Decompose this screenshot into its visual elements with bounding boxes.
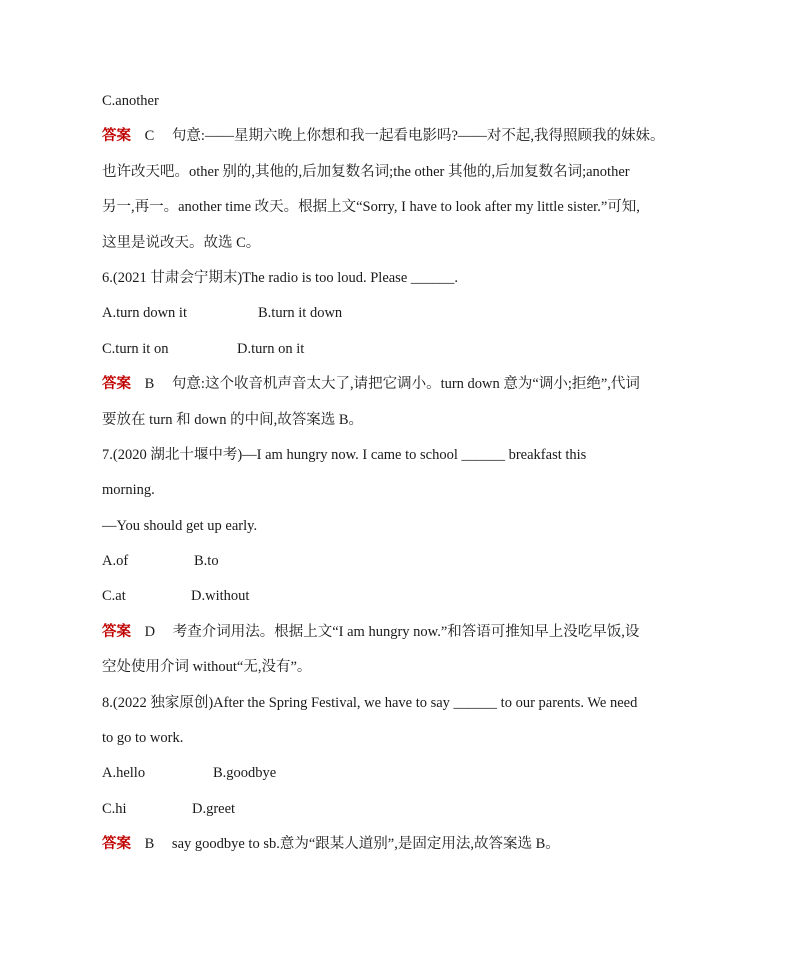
answer-explanation-line: 另一,再一。another time 改天。根据上文“Sorry, I have to look after my little sister.”可知, [102, 199, 640, 216]
answer-letter: B [144, 836, 155, 853]
answer-label: 答案 [102, 376, 131, 393]
answer-letter: D [144, 623, 156, 640]
option-d: D.turn on it [237, 340, 305, 357]
answer-explanation-line: 也许改天吧。other 别的,其他的,后加复数名词;the other 其他的,后加复数名词;another [102, 163, 630, 180]
option-c-q5: C.another [102, 93, 159, 109]
options-q6-row2 [102, 332, 702, 367]
answer-explanation-line: 要放在 turn 和 down 的中间,故答案选 B。 [102, 411, 363, 428]
option-a: A.turn down it [102, 305, 187, 322]
options-q6-row1 [102, 296, 702, 331]
option-b: B.goodbye [213, 765, 277, 782]
answer-explanation: 考查介词用法。根据上文“I am hungry now.”和答语可推知早上没吃早饭,设 [172, 623, 640, 640]
answer-letter: C [144, 128, 155, 145]
document-page [102, 84, 702, 863]
option-c: C.turn it on [102, 340, 169, 357]
question-7: 7.(2020 湖北十堰中考)—I am hungry now. I came to school ______ breakfast this [102, 446, 587, 463]
answer-explanation-line: 这里是说改天。故选 C。 [102, 234, 261, 251]
options-q7-row1 [102, 544, 702, 579]
answer-q7 [102, 615, 702, 650]
option-a: A.of [102, 553, 129, 570]
answer-q6 [102, 367, 702, 402]
option-c: C.hi [102, 800, 127, 817]
question-6: 6.(2021 甘肃会宁期末)The radio is too loud. Please ______. [102, 269, 459, 286]
answer-explanation-line: 空处使用介词 without“无,没有”。 [102, 659, 312, 676]
option-b: B.turn it down [258, 305, 343, 322]
answer-label: 答案 [102, 836, 131, 853]
answer-letter: B [144, 376, 155, 393]
answer-q5 [102, 119, 702, 154]
options-q7-row2 [102, 579, 702, 614]
option-a: A.hello [102, 765, 146, 782]
option-d: D.without [191, 588, 250, 605]
answer-label: 答案 [102, 623, 131, 640]
option-d: D.greet [192, 800, 236, 817]
question-8: 8.(2022 独家原创)After the Spring Festival, we have to say ______ to our parents. We need [102, 694, 638, 711]
answer-explanation: 句意:这个收音机声音太大了,请把它调小。turn down 意为“调小;拒绝”,代词 [171, 376, 640, 393]
question-8-cont: to go to work. [102, 730, 184, 747]
options-q8-row1 [102, 756, 702, 791]
option-b: B.to [194, 553, 219, 570]
options-q8-row2 [102, 792, 702, 827]
answer-label: 答案 [102, 128, 131, 145]
answer-explanation: say goodbye to sb.意为“跟某人道别”,是固定用法,故答案选 B。 [171, 836, 560, 853]
question-7-reply: —You should get up early. [102, 517, 258, 534]
answer-explanation: 句意:——星期六晚上你想和我一起看电影吗?——对不起,我得照顾我的妹妹。 [171, 128, 665, 145]
question-7-cont: morning. [102, 482, 155, 499]
answer-q8 [102, 827, 702, 862]
option-c: C.at [102, 588, 126, 605]
